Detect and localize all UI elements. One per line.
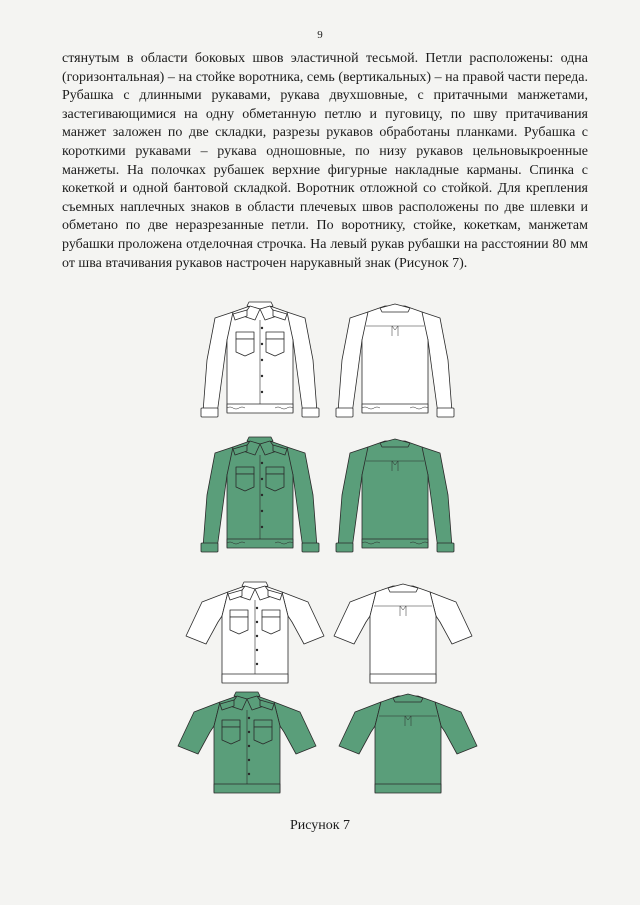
shirt-long-front	[195, 435, 325, 565]
page-number: 9	[317, 29, 323, 41]
shirt-long-front	[195, 300, 325, 430]
shirt-short-back	[328, 580, 478, 690]
shirt-short-back	[333, 690, 483, 800]
shirt-long-back	[330, 435, 460, 565]
shirt-short-front	[172, 690, 322, 800]
body-paragraph: стянутым в области боковых швов эластичной тесьмой. Петли расположены: одна (горизонтальная) – на стойке воротника, семь (вертикальных) – на правой части переда. Рубашка с длинными рукавами, рукава двухшовные, с притачными манжетами, застегивающимися на одну обметанную петлю и пуговицу, по шву притачивания манжет заложен по две складки, разрезы рукавов обработаны планками. Рубашка с короткими рукавами – рукава одношовные, по низу рукавов цельновыкроенные манжеты. На полочках рубашек верхние фигурные накладные карманы. Спинка с кокеткой и одной бантовой складкой. Воротник отложной со стойкой. Для крепления съемных наплечных знаков в области плечевых швов расположены по две шлевки и обметано по две неразрезанные петли. По воротнику, стойке, кокеткам, манжетам рубашки проложена отделочная строчка. На левый рукав рубашки на расстоянии 80 мм от шва втачивания рукавов настрочен нарукавный знак (Рисунок 7).	[62, 51, 588, 271]
shirt-short-front	[180, 580, 330, 690]
figure-7	[0, 290, 640, 810]
figure-caption: Рисунок 7	[289, 818, 351, 833]
shirt-long-back	[330, 300, 460, 430]
